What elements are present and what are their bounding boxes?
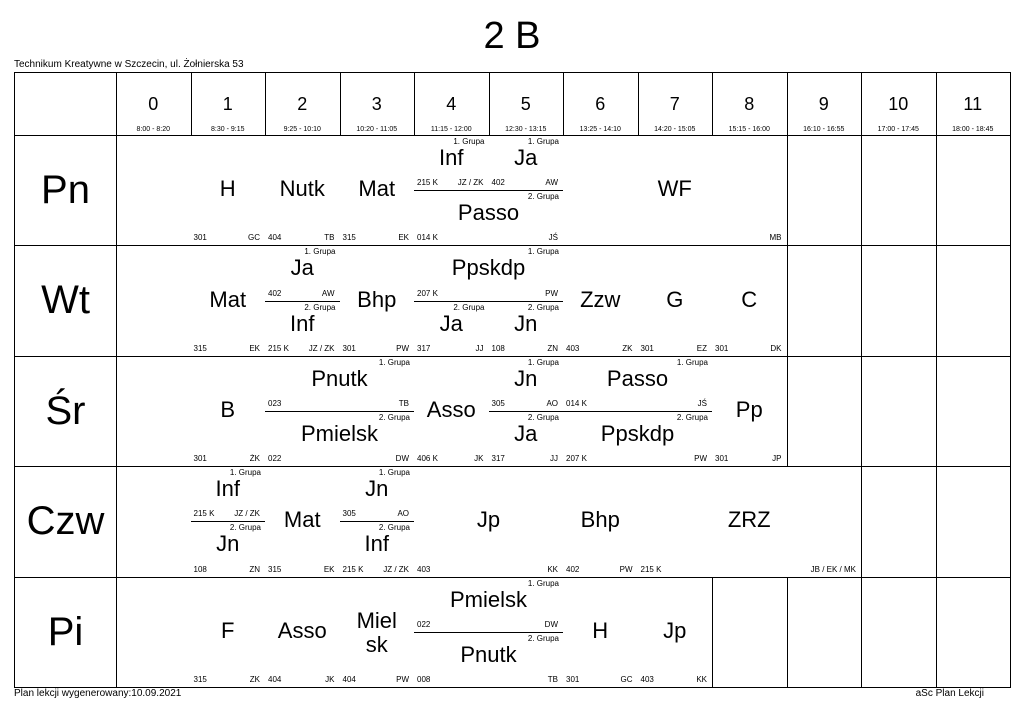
lesson-teacher: JK (325, 674, 335, 684)
lesson-cell[interactable] (712, 357, 788, 467)
lesson-cell[interactable] (489, 302, 565, 357)
lesson-teacher: DW (544, 619, 558, 629)
lesson-teacher: PW (545, 288, 558, 298)
lesson-teacher: ZN (547, 343, 558, 353)
lesson-cell[interactable] (340, 522, 416, 577)
generated-date: Plan lekcji wygenerowany:10.09.2021 (14, 688, 182, 699)
lesson-room: 022 (268, 454, 282, 464)
lesson-room: 402 (491, 178, 505, 188)
lesson-subject: C (741, 286, 758, 312)
lesson-teacher: EK (323, 564, 335, 574)
lesson-room: 207 K (566, 454, 587, 464)
lesson-subject: Asso (426, 396, 476, 422)
period-header (414, 73, 489, 135)
lesson-group: 2. Grupa (527, 413, 559, 422)
lesson-room: 008 (417, 674, 431, 684)
period-number: 8 (744, 94, 755, 114)
lesson-subject: Pnutk (311, 365, 368, 391)
period-number: 10 (888, 94, 909, 114)
lesson-subject: Pp (735, 396, 763, 422)
lesson-teacher: GC (620, 674, 633, 684)
lesson-teacher: PW (619, 564, 633, 574)
period-header (638, 73, 713, 135)
lesson-teacher: EK (249, 343, 260, 353)
lesson-room: 014 K (566, 398, 587, 408)
lesson-cell[interactable] (414, 136, 490, 191)
lesson-room: 315 (193, 343, 207, 353)
period-number: 11 (963, 94, 983, 114)
lesson-group: 1. Grupa (304, 247, 336, 257)
lesson-teacher: DW (395, 454, 409, 464)
lesson-teacher: TB (324, 233, 335, 243)
lesson-group: 2. Grupa (453, 302, 485, 312)
period-time: 10:20 - 11:05 (356, 126, 398, 133)
lesson-cell[interactable] (191, 136, 267, 246)
lesson-teacher: AW (545, 178, 558, 188)
lesson-cell[interactable] (414, 191, 564, 246)
lesson-room: 301 (715, 343, 729, 353)
lesson-room: 402 (566, 564, 580, 574)
period-header (340, 73, 415, 135)
lesson-room: 108 (193, 564, 207, 574)
lesson-teacher: JK (474, 454, 484, 464)
lesson-group: 1. Grupa (676, 357, 708, 367)
lesson-subject: Passo (606, 365, 669, 391)
lesson-cell[interactable] (638, 467, 863, 577)
period-number: 9 (818, 94, 829, 114)
period-number: 6 (595, 94, 606, 114)
lesson-group: 2. Grupa (527, 302, 559, 312)
lesson-group: 1. Grupa (378, 357, 410, 367)
lesson-cell[interactable] (638, 578, 714, 688)
lesson-cell[interactable] (638, 246, 714, 356)
lesson-subject: Zzw (580, 286, 621, 312)
lesson-cell[interactable] (191, 522, 267, 577)
grid-col-divider (861, 73, 862, 687)
lesson-subject: Nutk (279, 176, 325, 202)
lesson-room: 215 K (640, 564, 662, 574)
timetable-grid (14, 72, 1011, 688)
lesson-subject: Mielsk (356, 607, 397, 657)
lesson-group: 2. Grupa (676, 413, 708, 422)
lesson-teacher: JZ / ZK (457, 178, 484, 188)
software-credit: aSc Plan Lekcji (915, 688, 984, 699)
lesson-teacher: AO (546, 398, 558, 408)
lesson-cell[interactable] (563, 467, 639, 577)
period-number: 5 (520, 94, 531, 114)
lesson-group: 2. Grupa (378, 523, 410, 533)
lesson-group: 1. Grupa (453, 137, 485, 146)
lesson-subject: Mat (358, 176, 396, 202)
lesson-cell[interactable] (414, 633, 564, 688)
lesson-subject: ZRZ (727, 507, 771, 533)
lesson-cell[interactable] (563, 246, 639, 356)
lesson-teacher: JJ (475, 343, 484, 353)
lesson-teacher: KK (696, 674, 707, 684)
lesson-room: 406 K (417, 454, 438, 464)
lesson-subject: Jn (514, 310, 538, 336)
lesson-cell[interactable] (340, 467, 416, 522)
lesson-cell[interactable] (414, 357, 490, 467)
period-header (116, 73, 191, 135)
lesson-subject: Pmielsk (449, 586, 527, 612)
lesson-subject: Ja (290, 255, 314, 281)
lesson-subject: Jp (663, 617, 687, 643)
lesson-subject: Bhp (357, 286, 397, 312)
lesson-group: 1. Grupa (527, 357, 559, 367)
lesson-teacher: GC (248, 233, 260, 243)
period-time: 18:00 - 18:45 (952, 126, 994, 133)
lesson-group: 2. Grupa (527, 192, 559, 202)
lesson-room: 301 (193, 233, 207, 243)
lesson-subject: Ja (439, 310, 463, 336)
lesson-teacher: JJ (550, 454, 558, 464)
lesson-subject: Ppskdp (451, 255, 526, 281)
lesson-teacher: JB / EK / MK (810, 564, 856, 574)
period-header (787, 73, 862, 135)
lesson-subject: Mat (283, 507, 321, 533)
lesson-room: 403 (417, 564, 431, 574)
lesson-teacher: TB (547, 674, 558, 684)
lesson-teacher: TB (398, 398, 409, 408)
lesson-cell[interactable] (563, 412, 713, 467)
lesson-teacher: ZK (622, 343, 633, 353)
lesson-subject: Asso (277, 617, 327, 643)
lesson-room: 215 K (268, 343, 289, 353)
lesson-subject: Jn (365, 476, 389, 502)
lesson-cell[interactable] (265, 357, 415, 412)
lesson-subject: Inf (215, 476, 240, 502)
lesson-teacher: AW (321, 288, 335, 298)
lesson-subject: H (592, 617, 609, 643)
lesson-teacher: ŻK (249, 454, 260, 464)
day-label: Wt (41, 278, 90, 323)
period-time: 13:25 - 14:10 (579, 126, 621, 133)
lesson-teacher: JZ / ZK (383, 564, 409, 574)
lesson-room: 022 (417, 619, 431, 629)
lesson-room: 301 (342, 343, 356, 353)
lesson-subject: Jn (514, 365, 538, 391)
lesson-group: 1. Grupa (527, 137, 559, 146)
lesson-teacher: KK (547, 564, 558, 574)
period-header (861, 73, 936, 135)
period-time: 16:10 - 16:55 (803, 126, 845, 133)
lesson-cell[interactable] (265, 246, 341, 301)
lesson-cell[interactable] (191, 467, 267, 522)
period-time: 9:25 - 10:10 (283, 126, 321, 133)
lesson-subject: Pnutk (460, 641, 517, 667)
period-header (489, 73, 564, 135)
period-header (563, 73, 638, 135)
lesson-subject: H (219, 176, 236, 202)
lesson-teacher: AO (397, 509, 409, 519)
lesson-cell[interactable] (563, 136, 788, 246)
lesson-subject: Jp (476, 507, 501, 533)
lesson-cell[interactable] (265, 578, 341, 688)
lesson-room: 215 K (417, 178, 438, 188)
lesson-group: 1. Grupa (378, 468, 410, 478)
period-number: 2 (297, 94, 308, 114)
lesson-cell[interactable] (414, 578, 564, 633)
lesson-cell[interactable] (712, 246, 788, 356)
lesson-cell[interactable] (265, 136, 341, 246)
lesson-room: 305 (342, 509, 356, 519)
lesson-room: 404 (268, 233, 282, 243)
lesson-room: 108 (491, 343, 505, 353)
period-time: 17:00 - 17:45 (877, 126, 919, 133)
lesson-group: 2. Grupa (304, 302, 336, 312)
page-title: 2 B (483, 15, 541, 57)
period-time: 8:30 - 9:15 (211, 126, 245, 133)
lesson-room: 301 (566, 674, 580, 684)
lesson-group: 2. Grupa (229, 523, 261, 533)
lesson-teacher: EZ (696, 343, 707, 353)
lesson-subject: B (220, 396, 236, 422)
grid-col-divider (116, 73, 117, 687)
lesson-room: 403 (640, 674, 654, 684)
lesson-teacher: PW (694, 454, 707, 464)
lesson-teacher: DK (770, 343, 782, 353)
lesson-cell[interactable] (265, 412, 415, 467)
lesson-subject: Inf (290, 310, 315, 336)
lesson-cell[interactable] (191, 357, 267, 467)
lesson-cell[interactable] (414, 467, 564, 577)
lesson-teacher: ZN (249, 564, 260, 574)
lesson-cell[interactable] (489, 136, 565, 191)
lesson-room: 315 (193, 674, 207, 684)
lesson-room: 317 (491, 454, 505, 464)
lesson-cell[interactable] (414, 246, 564, 301)
day-label: Pi (47, 609, 84, 654)
lesson-room: 014 K (417, 233, 438, 243)
lesson-subject: Passo (457, 200, 520, 226)
period-time: 14:20 - 15:05 (654, 126, 696, 133)
lesson-group: 1. Grupa (527, 578, 559, 588)
school-name: Technikum Kreatywne w Szczecin, ul. Żołnierska 53 (14, 59, 244, 70)
lesson-room: 215 K (193, 509, 215, 519)
period-time: 15:15 - 16:00 (728, 126, 770, 133)
lesson-room: 315 (268, 564, 282, 574)
lesson-cell[interactable] (191, 246, 267, 356)
period-number: 3 (371, 94, 382, 114)
lesson-cell[interactable] (563, 578, 639, 688)
lesson-teacher: JZ / ZK (308, 343, 335, 353)
lesson-cell[interactable] (414, 302, 490, 357)
lesson-group: 1. Grupa (229, 468, 261, 478)
lesson-room: 317 (417, 343, 431, 353)
lesson-room: 301 (640, 343, 654, 353)
lesson-subject: Jn (216, 531, 240, 557)
lesson-group: 1. Grupa (527, 247, 559, 257)
lesson-group: 2. Grupa (378, 413, 410, 422)
period-header (265, 73, 340, 135)
period-number: 1 (222, 94, 233, 114)
period-number: 4 (446, 94, 457, 114)
lesson-room: 215 K (342, 564, 364, 574)
lesson-cell[interactable] (340, 246, 416, 356)
period-time: 8:00 - 8:20 (136, 126, 170, 133)
lesson-room: 404 (268, 674, 282, 684)
period-header (191, 73, 266, 135)
lesson-teacher: JŚ (548, 233, 558, 243)
lesson-subject: Ppskdp (600, 421, 675, 446)
lesson-teacher: PW (396, 343, 409, 353)
lesson-room: 402 (268, 288, 282, 298)
lesson-subject: Ja (514, 145, 538, 170)
period-header (712, 73, 787, 135)
lesson-subject: WF (657, 176, 692, 202)
lesson-room: 023 (268, 398, 282, 408)
lesson-teacher: JŚ (697, 398, 707, 408)
day-label: Pn (41, 168, 90, 212)
day-label: Śr (45, 388, 86, 433)
lesson-subject: Inf (439, 145, 464, 170)
lesson-cell[interactable] (563, 357, 713, 412)
lesson-subject: Bhp (580, 507, 620, 533)
lesson-group: 2. Grupa (527, 633, 559, 643)
period-number: 0 (148, 94, 159, 114)
lesson-cell[interactable] (489, 412, 565, 467)
lesson-teacher: PW (396, 674, 409, 684)
period-header (936, 73, 1011, 135)
period-time: 11:15 - 12:00 (430, 126, 472, 133)
lesson-subject: Pmielsk (300, 421, 378, 446)
lesson-room: 301 (715, 454, 729, 464)
lesson-subject: Ja (514, 421, 538, 446)
lesson-room: 315 (342, 233, 356, 243)
lesson-room: 403 (566, 343, 580, 353)
lesson-cell[interactable] (340, 578, 416, 688)
lesson-room: 207 K (417, 288, 438, 298)
period-number: 7 (669, 94, 680, 114)
lesson-teacher: JZ / ZK (234, 509, 260, 519)
period-time: 12:30 - 13:15 (505, 126, 547, 133)
grid-col-divider (936, 73, 937, 687)
lesson-subject: Inf (364, 531, 389, 557)
lesson-room: 404 (342, 674, 356, 684)
lesson-teacher: ZK (249, 674, 260, 684)
lesson-teacher: MB (769, 233, 782, 243)
lesson-room: 301 (193, 454, 207, 464)
lesson-teacher: EK (398, 233, 409, 243)
lesson-cell[interactable] (489, 357, 565, 412)
day-label: Czw (26, 499, 105, 544)
lesson-cell[interactable] (265, 302, 341, 357)
lesson-room: 305 (491, 398, 505, 408)
lesson-cell[interactable] (340, 136, 416, 246)
lesson-cell[interactable] (265, 467, 341, 577)
lesson-teacher: JP (772, 454, 782, 464)
lesson-cell[interactable] (191, 578, 267, 688)
lesson-subject: Mat (209, 286, 247, 312)
lesson-subject: F (221, 617, 235, 643)
lesson-subject: G (666, 286, 684, 312)
